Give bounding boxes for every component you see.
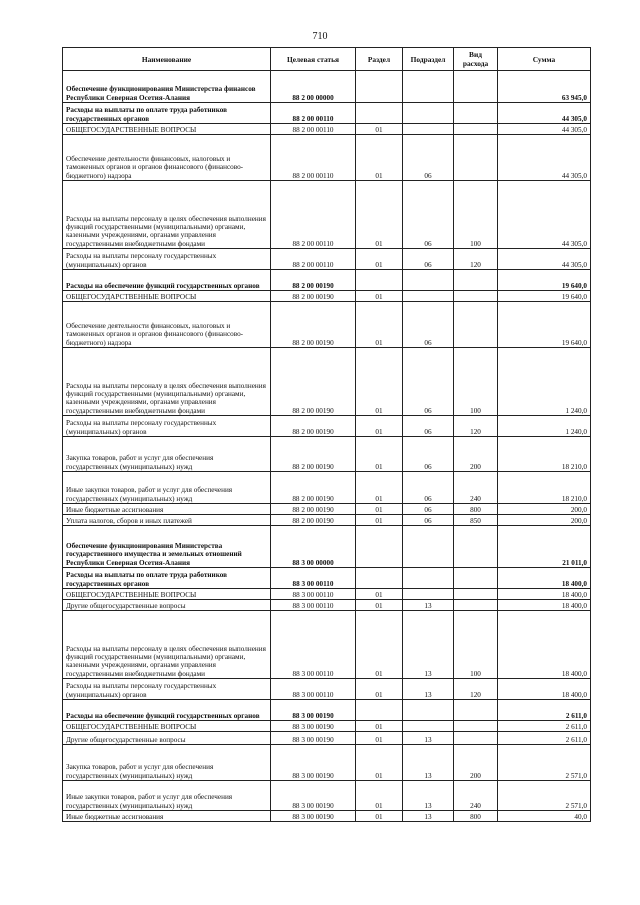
cell-expense-type: 200 [454,437,498,472]
header-target: Целевая статья [271,48,356,71]
cell-expense-type [454,71,498,103]
table-row [63,181,591,249]
cell-section [356,71,403,103]
cell-subsection: 06 [403,135,454,181]
cell-subsection: 13 [403,611,454,679]
cell-target: 88 2 00 00190 [271,504,356,515]
cell-section [356,270,403,291]
cell-expense-type [454,124,498,135]
cell-subsection: 13 [403,811,454,822]
cell-section: 01 [356,504,403,515]
cell-target: 88 3 00 00110 [271,568,356,589]
cell-expense-type [454,732,498,745]
cell-target: 88 2 00 00190 [271,416,356,437]
table-row [63,721,591,732]
cell-subsection: 06 [403,416,454,437]
table-row [63,416,591,437]
cell-subsection: 06 [403,472,454,504]
cell-target: 88 2 00 00110 [271,124,356,135]
cell-expense-type [454,135,498,181]
page-number: 710 [312,31,328,42]
cell-amount: 2 571,0 [498,781,591,811]
cell-subsection: 13 [403,745,454,781]
cell-subsection [403,71,454,103]
cell-expense-type: 850 [454,515,498,526]
cell-expense-type [454,568,498,589]
table-header-row [63,48,591,71]
cell-target: 88 3 00 00000 [271,526,356,568]
cell-target: 88 3 00 00110 [271,611,356,679]
table-row [63,135,591,181]
cell-amount: 19 640,0 [498,291,591,302]
cell-name: Расходы на выплаты персоналу в целях обеспечения выполнения функций государственными (муниципальными) органами, казенными учреждениями, органами управления государственными внебюджетными фондами [63,181,271,249]
cell-expense-type [454,721,498,732]
header-amount: Сумма [498,48,591,71]
cell-section [356,700,403,721]
table-row [63,291,591,302]
cell-subsection: 06 [403,181,454,249]
cell-name: Обеспечение деятельности финансовых, налоговых и таможенных органов и органов финансового (финансово-бюджетного) надзора [63,135,271,181]
cell-name: Расходы на обеспечение функций государственных органов [63,700,271,721]
cell-section: 01 [356,811,403,822]
table-row [63,249,591,270]
cell-expense-type [454,270,498,291]
cell-amount: 18 400,0 [498,600,591,611]
cell-subsection [403,270,454,291]
cell-amount: 63 945,0 [498,71,591,103]
cell-amount: 44 305,0 [498,103,591,124]
cell-subsection: 06 [403,515,454,526]
table-row [63,600,591,611]
cell-amount: 200,0 [498,504,591,515]
cell-name: ОБЩЕГОСУДАРСТВЕННЫЕ ВОПРОСЫ [63,291,271,302]
cell-section: 01 [356,181,403,249]
cell-target: 88 3 00 00190 [271,721,356,732]
cell-name: ОБЩЕГОСУДАРСТВЕННЫЕ ВОПРОСЫ [63,124,271,135]
cell-amount: 40,0 [498,811,591,822]
cell-amount: 2 611,0 [498,700,591,721]
table-row [63,526,591,568]
cell-section: 01 [356,437,403,472]
cell-amount: 44 305,0 [498,181,591,249]
table-row [63,71,591,103]
cell-name: Обеспечение деятельности финансовых, налоговых и таможенных органов и органов финансового (финансово-бюджетного) надзора [63,302,271,348]
cell-expense-type [454,103,498,124]
cell-expense-type: 800 [454,811,498,822]
table-row [63,472,591,504]
cell-section: 01 [356,302,403,348]
cell-name: Другие общегосударственные вопросы [63,600,271,611]
header-subsection: Подраздел [403,48,454,71]
cell-subsection [403,568,454,589]
cell-amount: 2 571,0 [498,745,591,781]
table-row [63,568,591,589]
cell-target: 88 2 00 00110 [271,249,356,270]
table-row [63,700,591,721]
cell-subsection [403,124,454,135]
table-row [63,124,591,135]
cell-amount: 1 240,0 [498,348,591,416]
cell-target: 88 3 00 00190 [271,700,356,721]
table-row [63,611,591,679]
cell-subsection: 06 [403,249,454,270]
cell-amount: 21 011,0 [498,526,591,568]
budget-table [62,47,591,822]
cell-expense-type [454,302,498,348]
cell-subsection: 06 [403,302,454,348]
cell-subsection [403,700,454,721]
cell-section: 01 [356,515,403,526]
cell-expense-type: 100 [454,181,498,249]
cell-name: Расходы на выплаты персоналу в целях обеспечения выполнения функций государственными (муниципальными) органами, казенными учреждениями, органами управления государственными внебюджетными фондами [63,348,271,416]
cell-subsection: 06 [403,348,454,416]
table-row [63,348,591,416]
cell-target: 88 3 00 00110 [271,600,356,611]
cell-section: 01 [356,600,403,611]
cell-target: 88 2 00 00190 [271,302,356,348]
cell-target: 88 3 00 00190 [271,745,356,781]
cell-amount: 18 210,0 [498,437,591,472]
cell-amount: 2 611,0 [498,721,591,732]
cell-expense-type: 100 [454,348,498,416]
cell-target: 88 3 00 00110 [271,589,356,600]
table-row [63,589,591,600]
cell-target: 88 2 00 00000 [271,71,356,103]
cell-subsection: 13 [403,781,454,811]
cell-subsection [403,721,454,732]
cell-target: 88 2 00 00190 [271,270,356,291]
cell-subsection: 13 [403,600,454,611]
cell-name: Уплата налогов, сборов и иных платежей [63,515,271,526]
cell-name: Закупка товаров, работ и услуг для обеспечения государственных (муниципальных) нужд [63,437,271,472]
cell-section: 01 [356,348,403,416]
header-name: Наименование [63,48,271,71]
cell-amount: 18 400,0 [498,679,591,700]
cell-target: 88 2 00 00110 [271,181,356,249]
cell-subsection: 06 [403,437,454,472]
cell-amount: 18 400,0 [498,568,591,589]
cell-amount: 18 400,0 [498,611,591,679]
table-row [63,679,591,700]
cell-expense-type: 240 [454,781,498,811]
cell-amount: 2 611,0 [498,732,591,745]
cell-amount: 19 640,0 [498,270,591,291]
cell-section: 01 [356,679,403,700]
table-row [63,745,591,781]
cell-expense-type [454,291,498,302]
cell-section: 01 [356,124,403,135]
cell-target: 88 2 00 00110 [271,103,356,124]
cell-name: Расходы на выплаты персоналу государственных (муниципальных) органов [63,679,271,700]
cell-section: 01 [356,472,403,504]
table-row [63,437,591,472]
cell-section: 01 [356,732,403,745]
cell-subsection: 13 [403,732,454,745]
cell-section: 01 [356,416,403,437]
cell-target: 88 2 00 00190 [271,348,356,416]
cell-expense-type: 200 [454,745,498,781]
cell-subsection [403,589,454,600]
cell-name: Закупка товаров, работ и услуг для обеспечения государственных (муниципальных) нужд [63,745,271,781]
cell-subsection [403,526,454,568]
table-row [63,103,591,124]
cell-expense-type: 120 [454,679,498,700]
cell-expense-type: 100 [454,611,498,679]
cell-name: Другие общегосударственные вопросы [63,732,271,745]
header-expense-type: Вид расхода [454,48,498,71]
cell-name: Иные закупки товаров, работ и услуг для обеспечения государственных (муниципальных) нужд [63,781,271,811]
cell-name: Расходы на выплаты по оплате труда работников государственных органов [63,568,271,589]
cell-name: Иные бюджетные ассигнования [63,504,271,515]
cell-section [356,526,403,568]
cell-section: 01 [356,745,403,781]
cell-target: 88 2 00 00190 [271,472,356,504]
cell-amount: 200,0 [498,515,591,526]
cell-name: Расходы на выплаты персоналу в целях обеспечения выполнения функций государственными (муниципальными) органами, казенными учреждениями, органами управления государственными внебюджетными фондами [63,611,271,679]
cell-section: 01 [356,135,403,181]
cell-section: 01 [356,781,403,811]
cell-expense-type [454,589,498,600]
table-row [63,270,591,291]
cell-target: 88 2 00 00110 [271,135,356,181]
cell-target: 88 2 00 00190 [271,291,356,302]
cell-name: Расходы на выплаты по оплате труда работников государственных органов [63,103,271,124]
cell-name: Обеспечение функционирования Министерства государственного имущества и земельных отношений Республики Северная Осетия-Алания [63,526,271,568]
cell-amount: 1 240,0 [498,416,591,437]
table-row [63,302,591,348]
cell-amount: 44 305,0 [498,124,591,135]
cell-expense-type: 240 [454,472,498,504]
table-row [63,504,591,515]
cell-expense-type: 120 [454,249,498,270]
cell-target: 88 3 00 00190 [271,781,356,811]
table-row [63,732,591,745]
cell-section: 01 [356,291,403,302]
cell-amount: 44 305,0 [498,249,591,270]
cell-section: 01 [356,249,403,270]
cell-expense-type [454,700,498,721]
cell-section: 01 [356,589,403,600]
header-section: Раздел [356,48,403,71]
cell-section [356,568,403,589]
cell-subsection [403,291,454,302]
cell-name: ОБЩЕГОСУДАРСТВЕННЫЕ ВОПРОСЫ [63,721,271,732]
cell-name: Расходы на выплаты персоналу государственных (муниципальных) органов [63,416,271,437]
cell-section: 01 [356,721,403,732]
table-row [63,781,591,811]
cell-subsection: 13 [403,679,454,700]
cell-subsection [403,103,454,124]
table-row [63,515,591,526]
cell-name: Расходы на выплаты персоналу государственных (муниципальных) органов [63,249,271,270]
cell-amount: 44 305,0 [498,135,591,181]
cell-target: 88 2 00 00190 [271,437,356,472]
cell-name: Расходы на обеспечение функций государственных органов [63,270,271,291]
cell-subsection: 06 [403,504,454,515]
cell-target: 88 3 00 00110 [271,679,356,700]
cell-expense-type: 800 [454,504,498,515]
table-row [63,811,591,822]
cell-name: Обеспечение функционирования Министерства финансов Республики Северная Осетия-Алания [63,71,271,103]
cell-amount: 18 210,0 [498,472,591,504]
cell-name: Иные закупки товаров, работ и услуг для обеспечения государственных (муниципальных) нужд [63,472,271,504]
cell-expense-type: 120 [454,416,498,437]
cell-amount: 19 640,0 [498,302,591,348]
cell-name: ОБЩЕГОСУДАРСТВЕННЫЕ ВОПРОСЫ [63,589,271,600]
cell-amount: 18 400,0 [498,589,591,600]
cell-target: 88 3 00 00190 [271,811,356,822]
cell-name: Иные бюджетные ассигнования [63,811,271,822]
cell-target: 88 3 00 00190 [271,732,356,745]
cell-section [356,103,403,124]
cell-expense-type [454,526,498,568]
cell-target: 88 2 00 00190 [271,515,356,526]
cell-expense-type [454,600,498,611]
cell-section: 01 [356,611,403,679]
